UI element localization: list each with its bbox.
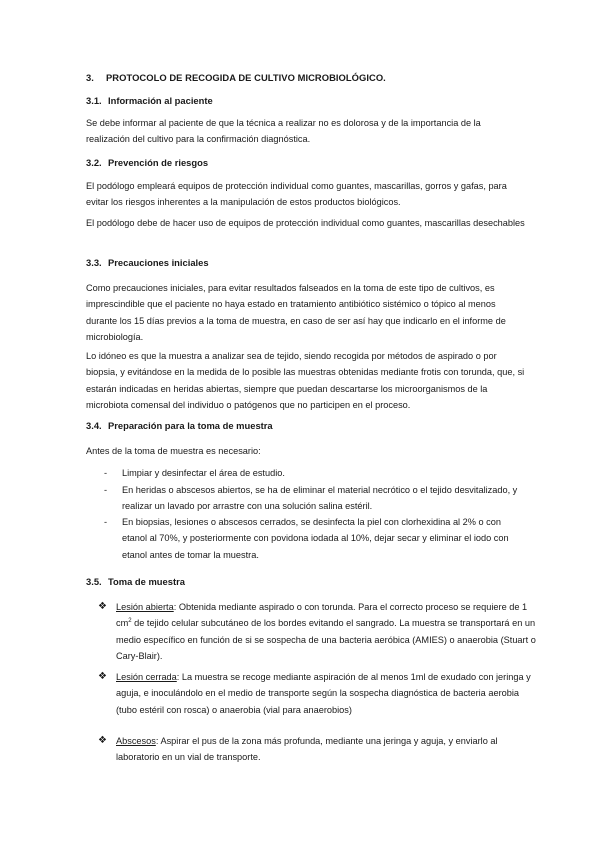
section-title: PROTOCOLO DE RECOGIDA DE CULTIVO MICROBIOLÓGICO. xyxy=(106,72,386,83)
list-item-text: Limpiar y desinfectar el área de estudio. xyxy=(122,468,285,478)
list-item xyxy=(104,482,524,515)
bullet-item-lesion-abierta xyxy=(98,599,538,665)
bullet-label: Abscesos xyxy=(116,736,156,746)
subsection-heading-3-4 xyxy=(86,420,273,431)
subsection-title: Preparación para la toma de muestra xyxy=(108,420,273,431)
subsection-number: 3.2. xyxy=(86,157,102,168)
paragraph-informacion: Se debe informar al paciente de que la técnica a realizar no es dolorosa y de la importancia de la realización del cultivo para la confirmación diagnóstica. xyxy=(86,118,481,145)
section-number: 3. xyxy=(86,72,94,83)
section-heading xyxy=(86,72,386,83)
paragraph-preparacion-intro: Antes de la toma de muestra es necesario: xyxy=(86,446,261,456)
bullet-item-abscesos xyxy=(98,733,538,766)
subsection-number: 3.4. xyxy=(86,420,102,431)
bullet-text: Lesión cerrada: La muestra se recoge mediante aspiración de al menos 1ml de exudado con jeringa y aguja, e inoculándolo en el medio de transporte según la sospecha diagnóstica de bacteria aerobia (tubo estéril con rosca) o anaerobia (vial para anaerobios) xyxy=(116,672,531,715)
dash-bullet: - xyxy=(104,468,108,478)
subsection-title: Información al paciente xyxy=(108,95,213,106)
paragraph-precauciones-2: Lo idóneo es que la muestra a analizar sea de tejido, siendo recogida por métodos de aspirado o por biopsia, y evitándose en la medida de lo posible las muestras obtenidas mediante frotis con torunda, que, si estarán indicadas en heridas abiertas, siempre que puedan descartarse los microorganismos de la microbiota comensal del individuo o patógenos que no participen en el proceso. xyxy=(86,351,525,411)
bullet-label: Lesión abierta xyxy=(116,602,174,612)
subsection-title: Toma de muestra xyxy=(108,576,185,587)
paragraph-precauciones-1: Como precauciones iniciales, para evitar resultados falseados en la toma de este tipo de cultivos, es imprescindible que el paciente no haya estado en tratamiento antibiótico sistémico o tópico al menos durante los 15 días previos a la toma de muestra, en caso de ser así hay que indicarlo en el informe de microbiología. xyxy=(86,283,506,343)
subsection-number: 3.3. xyxy=(86,257,102,268)
list-item xyxy=(104,465,524,481)
subsection-number: 3.5. xyxy=(86,576,102,587)
diamond-bullet-icon: ❖ xyxy=(98,735,107,746)
diamond-bullet-icon: ❖ xyxy=(98,601,107,612)
bullet-text: Abscesos: Aspirar el pus de la zona más profunda, mediante una jeringa y aguja, y enviarlo al laboratorio en un vial de transporte. xyxy=(116,736,498,763)
list-item-text: En heridas o abscesos abiertos, se ha de eliminar el material necrótico o el tejido desvitalizado, y realizar un lavado por arrastre con una solución salina estéril. xyxy=(122,485,518,512)
bullet-item-lesion-cerrada xyxy=(98,669,538,718)
diamond-bullet-icon: ❖ xyxy=(98,671,107,682)
paragraph-prevencion-1: El podólogo empleará equipos de protección individual como guantes, mascarillas, gorros y gafas, para evitar los riesgos inherentes a la manipulación de estos productos biológicos. xyxy=(86,181,507,208)
dash-bullet: - xyxy=(104,517,108,527)
subsection-title: Prevención de riesgos xyxy=(108,157,209,168)
subsection-title: Precauciones iniciales xyxy=(108,257,209,268)
paragraph-prevencion-2: El podólogo debe de hacer uso de equipos de protección individual como guantes, mascarillas desechables xyxy=(86,218,525,228)
dash-bullet: - xyxy=(104,485,108,495)
subsection-heading-3-2 xyxy=(86,157,208,168)
list-item-text: En biopsias, lesiones o abscesos cerrados, se desinfecta la piel con clorhexidina al 2% o con etanol al 70%, y posteriormente con povidona iodada al 10%, dejar secar y eliminar el iodo con etanol antes de tomar la muestra. xyxy=(122,517,509,560)
subsection-number: 3.1. xyxy=(86,95,102,106)
subsection-heading-3-5 xyxy=(86,576,185,587)
list-item xyxy=(104,514,524,563)
bullet-text: Lesión abierta: Obtenida mediante aspirado o con torunda. Para el correcto proceso se requiere de 1 $cm^2$ de tejido celular subcutáneo de los bordes evitando el sangrado. La muestra se transportará en un medio específico en función de si se sospecha de una bacteria aeróbica (AMIES) o anaerobia (Stuart o Cary-Blair). xyxy=(116,602,536,662)
subsection-heading-3-1 xyxy=(86,95,213,106)
superscript: 2 xyxy=(128,618,132,625)
subsection-heading-3-3 xyxy=(86,257,209,268)
bullet-label: Lesión cerrada xyxy=(116,672,177,682)
